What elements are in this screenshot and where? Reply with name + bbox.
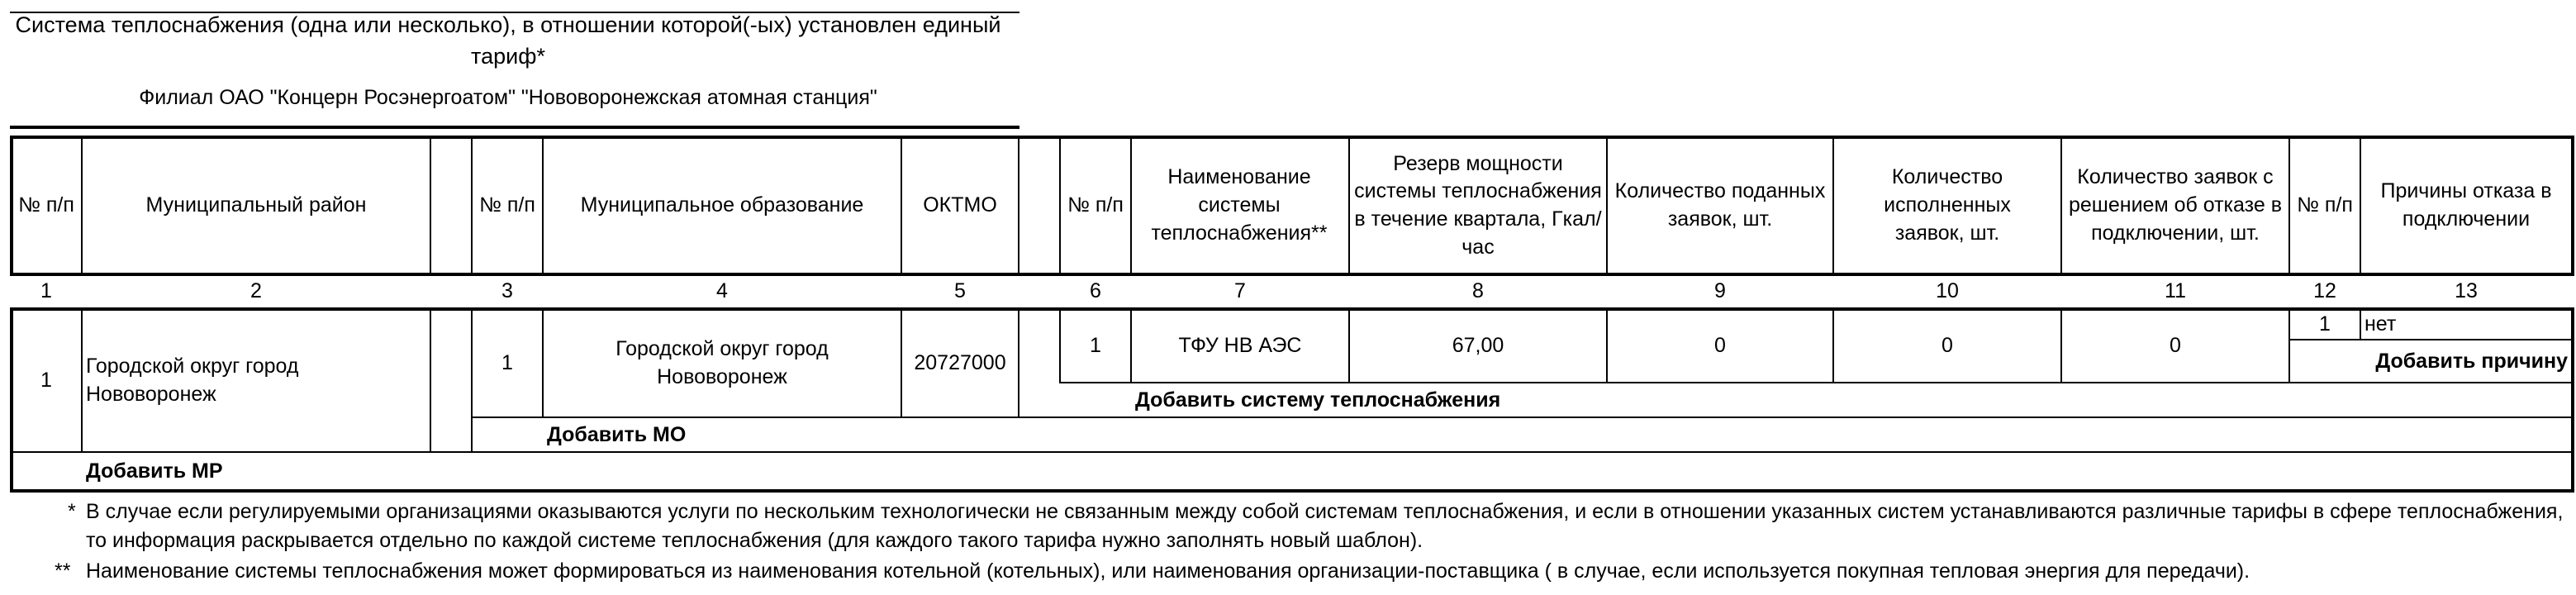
refusal-reason[interactable]: нет: [2365, 312, 2397, 336]
system-name[interactable]: ТФУ НВ АЭС: [1178, 334, 1302, 358]
row-number-district[interactable]: 1: [40, 369, 52, 393]
col-number: 8: [1472, 279, 1484, 303]
col-number: 4: [716, 279, 728, 303]
grid-v: [430, 307, 431, 453]
grid-v: [430, 136, 431, 276]
col-number: 9: [1714, 279, 1726, 303]
col-number: 3: [501, 279, 513, 303]
header-col-2: Муниципальный район: [145, 193, 367, 217]
page-title: Система теплоснабжения (одна или несколько), в отношении которой(-ых) установлен единый тариф*: [15, 12, 1001, 69]
header-bottom-border: [10, 273, 2574, 276]
grid-v: [1018, 136, 1019, 276]
header-col-9: Количество поданных заявок, шт.: [1614, 179, 1826, 231]
reserve-value[interactable]: 67,00: [1452, 334, 1504, 358]
footnote-1-mark: *: [68, 500, 76, 523]
add-system-button[interactable]: Добавить систему теплоснабжения: [1135, 388, 1501, 412]
grid-h: [2288, 339, 2573, 340]
grid-v: [2571, 136, 2574, 276]
col-number: 11: [2165, 279, 2186, 303]
row-number-mo[interactable]: 1: [501, 351, 513, 375]
header-col-13: Причины отказа в подключении: [2380, 179, 2552, 231]
grid-h: [2288, 382, 2573, 383]
header-col-8: Резерв мощности системы теплоснабжения в течение квартала, Гкал/час: [1354, 151, 1602, 259]
add-reason-button[interactable]: Добавить причину: [2375, 350, 2568, 374]
grid-v: [81, 307, 83, 453]
col-number: 1: [40, 279, 52, 303]
add-mo-button[interactable]: Добавить МО: [547, 423, 687, 447]
submitted-count[interactable]: 0: [1714, 334, 1726, 358]
grid-h: [471, 416, 1061, 418]
grid-v: [1018, 307, 1019, 418]
data-bottom-border: [10, 489, 2574, 493]
header-col-6: № п/п: [1067, 193, 1124, 217]
header-col-7: Наименование системы теплоснабжения**: [1151, 165, 1328, 245]
col-number: 12: [2313, 279, 2336, 303]
fulfilled-count[interactable]: 0: [1942, 334, 1953, 358]
grid-h: [1059, 382, 2290, 383]
row-number-reason[interactable]: 1: [2319, 312, 2331, 336]
col-number: 13: [2455, 279, 2478, 303]
col-number: 2: [250, 279, 262, 303]
organization-name: Филиал ОАО "Концерн Росэнергоатом" "Нововоронежская атомная станция": [139, 86, 877, 109]
grid-h: [1059, 416, 2573, 418]
refused-count[interactable]: 0: [2170, 334, 2181, 358]
municipality-name[interactable]: Городской округ город Нововоронеж: [615, 337, 829, 388]
footnote-2-text: Наименование системы теплоснабжения может формироваться из наименования котельной (котельных), или наименования организации-поставщика ( в случае, если используется покупная тепловая энергия для передачи).: [86, 559, 2250, 583]
footnote-1-text: В случае если регулируемыми организациями оказываются услуги по нескольким технологически не связанным между собой системам теплоснабжения, и если в отношении указанных систем устанавливаются различные тарифы в сфере теплоснабжения, то информация раскрывается отдельно по каждой системе теплоснабжения (для каждого такого тарифа нужно заполнять новый шаблон).: [86, 500, 2564, 552]
grid-h: [10, 451, 473, 453]
header-col-4: Муниципальное образование: [580, 193, 864, 217]
oktmo-value[interactable]: 20727000: [914, 351, 1006, 375]
col-number: 5: [954, 279, 966, 303]
district-name[interactable]: Городской округ город Нововоронеж: [86, 355, 299, 406]
title-bottom-rule: [10, 126, 1019, 129]
grid-v: [2360, 307, 2361, 340]
header-col-1: № п/п: [18, 193, 74, 217]
add-mr-button[interactable]: Добавить МР: [86, 459, 223, 483]
header-col-10: Количество исполненных заявок, шт.: [1884, 165, 2011, 245]
col-number: 10: [1936, 279, 1959, 303]
grid-v: [2571, 307, 2574, 493]
footnote-2-mark: **: [55, 559, 71, 583]
col-number: 6: [1090, 279, 1101, 303]
col-number: 7: [1234, 279, 1246, 303]
row-number-system[interactable]: 1: [1090, 334, 1101, 358]
header-col-12: № п/п: [2297, 193, 2353, 217]
grid-h: [471, 451, 2573, 453]
header-col-11: Количество заявок с решением об отказе в подключении, шт.: [2069, 165, 2282, 245]
grid-v: [1130, 136, 1132, 276]
header-col-5: ОКТМО: [923, 193, 997, 217]
header-col-3: № п/п: [479, 193, 535, 217]
